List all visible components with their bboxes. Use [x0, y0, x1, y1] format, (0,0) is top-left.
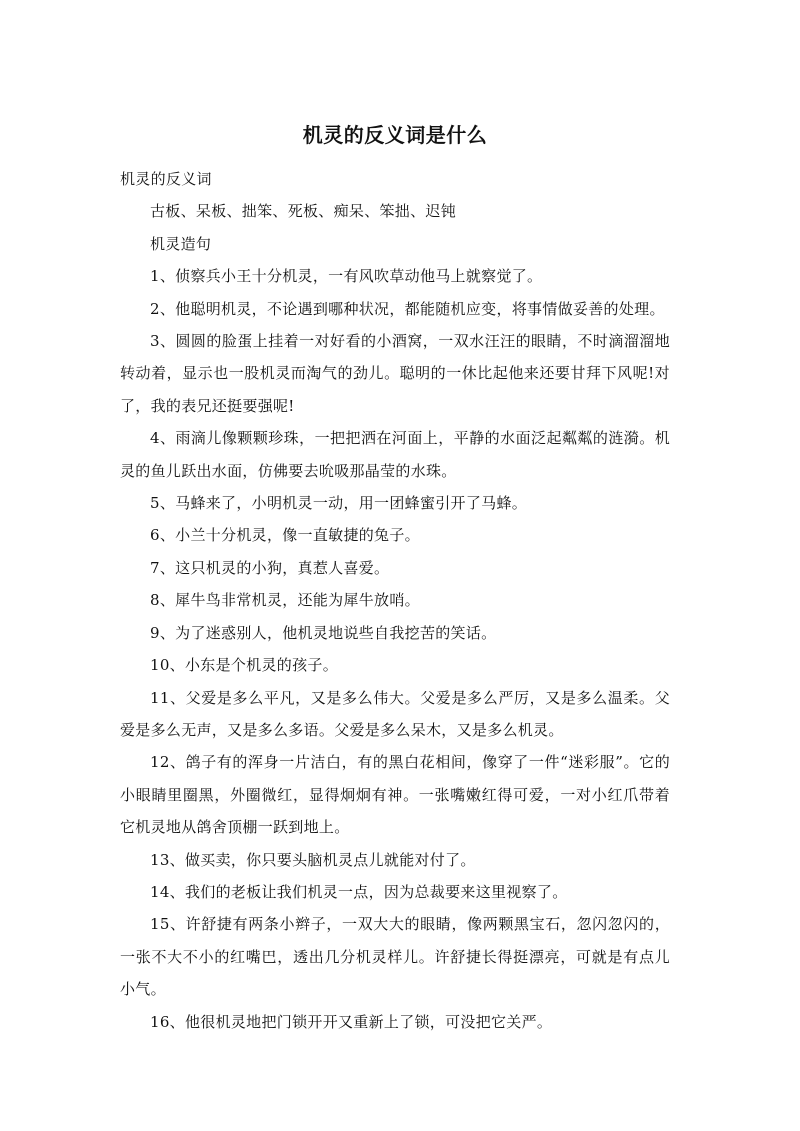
sentence-6: 6、小兰十分机灵，像一直敏捷的兔子。 [150, 526, 420, 545]
sentence-14: 14、我们的老板让我们机灵一点，因为总裁要来这里视察了。 [150, 882, 568, 901]
sentence-11: 11、父爱是多么平凡，又是多么伟大。父爱是多么严厉，又是多么温柔。父爱是多么无声，又是多么多语。父爱是多么呆木，又是多么机灵。 [120, 688, 670, 739]
sentence-10: 10、小东是个机灵的孩子。 [150, 656, 338, 675]
document-title: 机灵的反义词是什么 [302, 123, 488, 147]
antonym-heading: 机灵的反义词 [120, 170, 212, 188]
sentence-5: 5、马蜂来了，小明机灵一动，用一团蜂蜜引开了马蜂。 [150, 494, 528, 513]
sentence-16: 16、他很机灵地把门锁开开又重新上了锁，可没把它关严。 [150, 1012, 553, 1031]
sentence-8: 8、犀牛鸟非常机灵，还能为犀牛放哨。 [150, 591, 420, 610]
sentence-1: 1、侦察兵小王十分机灵，一有风吹草动他马上就察觉了。 [150, 267, 543, 286]
sentence-3: 3、圆圆的脸蛋上挂着一对好看的小酒窝，一双水汪汪的眼睛，不时滴溜溜地转动着，显示也一股机灵而淘气的劲儿。聪明的一休比起他来还要甘拜下风呢!对了，我的表兄还挺要强呢! [120, 332, 670, 415]
sentence-7: 7、这只机灵的小狗，真惹人喜爱。 [150, 558, 390, 577]
sentence-4: 4、雨滴儿像颗颗珍珠，一把把洒在河面上，平静的水面泛起粼粼的涟漪。机灵的鱼儿跃出水面，仿佛要去吮吸那晶莹的水珠。 [120, 429, 670, 480]
sentence-13: 13、做买卖，你只要头脑机灵点儿就能对付了。 [150, 850, 476, 869]
sentence-12: 12、鸽子有的浑身一片洁白，有的黑白花相间，像穿了一件“迷彩服”。它的小眼睛里圈黑，外圈微红，显得炯炯有神。一张嘴嫩红得可爱，一对小红爪带着它机灵地从鸽舍顶棚一跃到地上。 [120, 753, 670, 837]
sentence-heading: 机灵造句 [150, 234, 212, 253]
antonym-list: 古板、呆板、拙笨、死板、痴呆、笨拙、迟钝 [150, 202, 457, 221]
sentence-2: 2、他聪明机灵，不论遇到哪种状况，都能随机应变，将事情做妥善的处理。 [150, 299, 665, 318]
sentence-15: 15、许舒捷有两条小辫子，一双大大的眼睛，像两颗黑宝石，忽闪忽闪的，一张不大不小的红嘴巴，透出几分机灵样儿。许舒捷长得挺漂亮，可就是有点儿小气。 [120, 915, 670, 999]
sentence-9: 9、为了迷惑别人，他机灵地说些自我挖苦的笑话。 [150, 623, 497, 642]
